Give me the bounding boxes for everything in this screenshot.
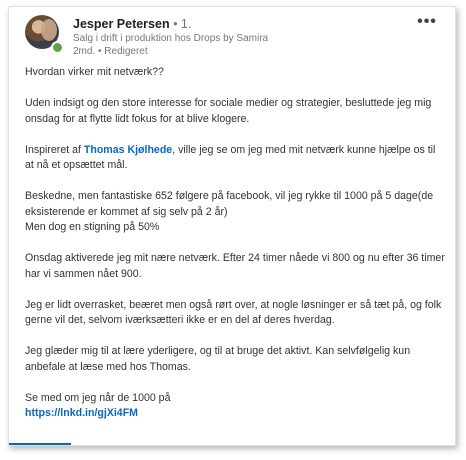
author-headline: Salg i drift i produktion hos Drops by Samira bbox=[73, 33, 269, 44]
paragraph-question: Hvordan virker mit netværk?? bbox=[25, 66, 164, 78]
paragraph-recommendation: Jeg glæder mig til at lære yderligere, og til at bruge det aktivt. Kan selvfølgelig kun anbefale at læse med hos Thomas. bbox=[25, 345, 411, 373]
author-line bbox=[73, 17, 268, 32]
external-link[interactable]: https://lnkd.in/gjXi4FM bbox=[25, 407, 138, 419]
paragraph-progress: Onsdag aktiverede jeg mit nære netværk. Efter 24 timer nåede vi 800 og nu efter 36 timer har vi sammen nået 900. bbox=[25, 252, 445, 280]
post-card bbox=[8, 6, 456, 446]
paragraph-inspiration: Inspireret af Thomas Kjølhede, ville jeg se om jeg med mit netværk kunne hjælpe os til at nå et opsættet mål. bbox=[25, 143, 436, 171]
paragraph-reflection: Jeg er lidt overrasket, beæret men også rørt over, at nogle løsninger er så tæt på, og folk gerne vil det, selvom iværksætteri ikke er en del af deres hverdag. bbox=[25, 298, 442, 326]
more-horizontal-icon: ••• bbox=[417, 13, 437, 30]
post-meta: 2md. • Redigeret bbox=[73, 46, 148, 57]
connection-degree: • 1. bbox=[173, 17, 192, 31]
post-header bbox=[25, 15, 445, 59]
online-status-icon bbox=[51, 41, 64, 54]
post-body bbox=[25, 65, 445, 422]
author-name[interactable]: Jesper Petersen bbox=[73, 17, 170, 31]
active-indicator bbox=[9, 443, 71, 445]
paragraph-goal-increase: Men dog en stigning på 50% bbox=[25, 221, 160, 233]
author-block bbox=[73, 17, 268, 58]
paragraph-goal: Beskedne, men fantastiske 652 følgere på facebook, vil jeg rykke til 1000 på 5 dage(de eksisterende er kommet af sig selv på 2 år) bbox=[25, 190, 434, 218]
mention-link[interactable]: Thomas Kjølhede bbox=[83, 143, 173, 156]
paragraph-intro: Uden indsigt og den store interesse for sociale medier og strategier, besluttede jeg mig onsdag for at flytte lidt fokus for at blive klogere. bbox=[25, 97, 432, 125]
paragraph-cta: Se med om jeg når de 1000 på bbox=[25, 391, 171, 404]
more-options-button[interactable] bbox=[417, 13, 437, 31]
